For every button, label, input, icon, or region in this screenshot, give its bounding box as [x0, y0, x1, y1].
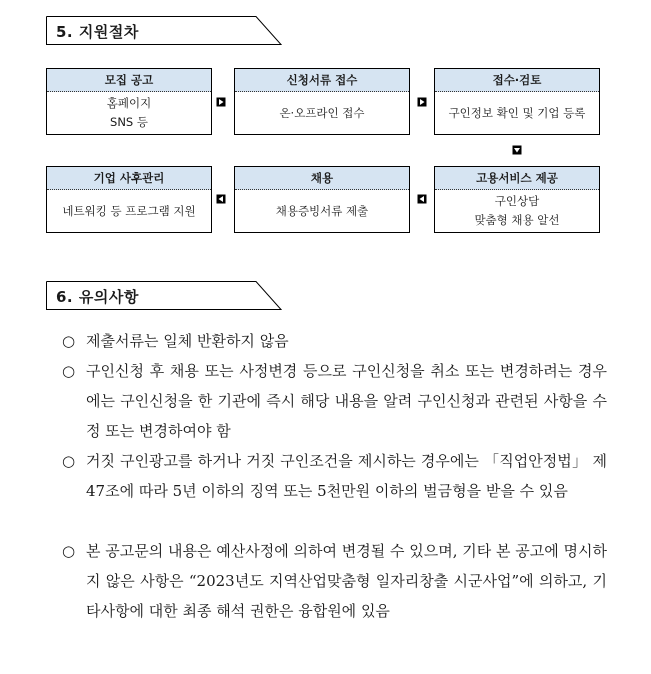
arrow-down-icon	[512, 145, 522, 155]
section-6-title: 6. 유의사항	[56, 288, 139, 306]
bullet-circle: ○	[62, 362, 76, 380]
flow-box-header: 기업 사후관리	[47, 167, 211, 190]
note-item	[62, 536, 607, 626]
bullet-circle: ○	[62, 452, 76, 470]
flow-box-line: 채용증빙서류 제출	[275, 203, 369, 218]
flow-box-line: SNS 등	[110, 115, 148, 129]
flow-box-line: 온·오프라인 접수	[279, 105, 365, 120]
note-item	[62, 356, 607, 446]
bullet-circle: ○	[62, 542, 76, 560]
flow-box-header: 고용서비스 제공	[435, 167, 599, 190]
note-text: 거짓 구인광고를 하거나 거짓 구인조건을 제시하는 경우에는 「직업안정법」 제47조에 따라 5년 이하의 징역 또는 5천만원 이하의 벌금형을 받을 수 있음	[86, 452, 607, 500]
flow-box-header: 신청서류 접수	[235, 69, 409, 92]
flow-box-hiring	[234, 166, 410, 233]
bullet-circle: ○	[62, 332, 76, 350]
flow-box-recruit-notice	[46, 68, 212, 135]
flow-box-line: 홈페이지	[106, 96, 152, 110]
arrow-left-icon	[216, 194, 226, 204]
flow-box-employment-service	[434, 166, 600, 233]
arrow-right-icon	[216, 97, 226, 107]
arrow-left-icon	[417, 194, 427, 204]
flow-box-line: 네트워킹 등 프로그램 지원	[62, 203, 196, 218]
flow-box-post-management	[46, 166, 212, 233]
section-6-header	[46, 281, 281, 309]
flow-box-review	[434, 68, 600, 135]
flow-box-header: 채용	[235, 167, 409, 190]
note-item	[62, 446, 607, 506]
note-text: 본 공고문의 내용은 예산사정에 의하여 변경될 수 있으며, 기타 본 공고에 명시하지 않은 사항은 “2023년도 지역산업맞춤형 일자리창출 시군사업”에 의하고, 기타사항에 대한 최종 해석 권한은 융합원에 있음	[86, 542, 607, 620]
flow-box-application-receipt	[234, 68, 410, 135]
note-text: 제출서류는 일체 반환하지 않음	[86, 332, 289, 350]
note-item	[62, 326, 607, 356]
section-5-title: 5. 지원절차	[56, 23, 139, 41]
flow-box-header: 모집 공고	[47, 69, 211, 92]
flow-box-header: 접수·검토	[435, 69, 599, 92]
flow-box-line: 구인정보 확인 및 기업 등록	[448, 105, 586, 120]
arrow-right-icon	[417, 97, 427, 107]
section-5-header	[46, 16, 281, 44]
flow-box-line: 구인상담	[494, 194, 540, 208]
note-text: 구인신청 후 채용 또는 사정변경 등으로 구인신청을 취소 또는 변경하려는 경우에는 구인신청을 한 기관에 즉시 해당 내용을 알려 구인신청과 관련된 사항을 수정 또는 변경하여야 함	[86, 362, 607, 440]
flow-box-line: 맞춤형 채용 알선	[474, 213, 560, 227]
